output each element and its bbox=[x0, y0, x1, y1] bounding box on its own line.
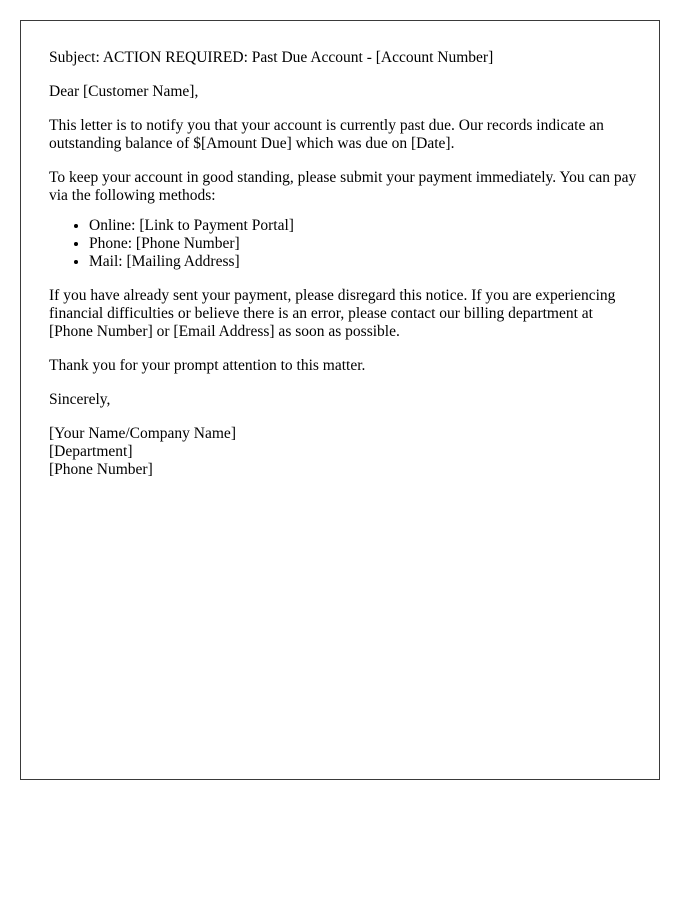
closing: Sincerely, bbox=[49, 391, 111, 408]
payment-paragraph: To keep your account in good standing, please submit your payment immediately. You can pay via the following methods: bbox=[49, 169, 637, 204]
payment-methods-list bbox=[49, 217, 639, 271]
contact-paragraph: If you have already sent your payment, please disregard this notice. If you are experiencing financial difficulties or believe there is an error, please contact our billing department at [Phone Number] or [Email Address] as soon as possible. bbox=[49, 287, 616, 340]
payment-method-phone: • Phone: [Phone Number] bbox=[89, 235, 639, 253]
signature-phone: [Phone Number] bbox=[49, 461, 153, 478]
subject-line: Subject: ACTION REQUIRED: Past Due Account - [Account Number] bbox=[49, 49, 494, 66]
signature-department: [Department] bbox=[49, 443, 133, 460]
payment-method-mail: • Mail: [Mailing Address] bbox=[89, 253, 639, 271]
letter-frame bbox=[20, 20, 660, 780]
payment-method-online: • Online: [Link to Payment Portal] bbox=[89, 217, 639, 235]
signature-name: [Your Name/Company Name] bbox=[49, 425, 236, 442]
letter-body bbox=[49, 49, 639, 495]
thanks-paragraph: Thank you for your prompt attention to this matter. bbox=[49, 357, 366, 374]
salutation: Dear [Customer Name], bbox=[49, 83, 199, 100]
notice-paragraph: This letter is to notify you that your account is currently past due. Our records indicate an outstanding balance of $[Amount Due] which was due on [Date]. bbox=[49, 117, 604, 152]
signature-block bbox=[49, 425, 639, 479]
